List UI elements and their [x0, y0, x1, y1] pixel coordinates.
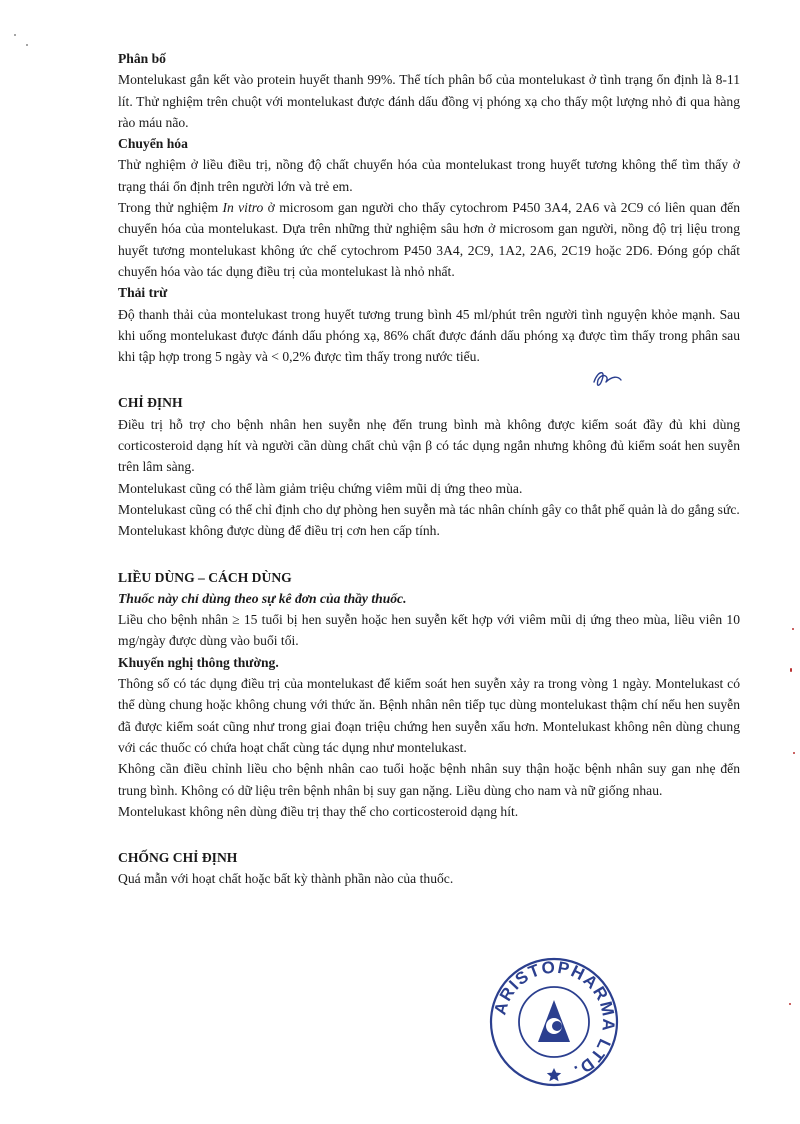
paragraph-chi-dinh-3: Montelukast cũng có thể chỉ định cho dự phòng hen suyễn mà tác nhân chính gây co thắt phế quản là do gắng sức. — [118, 501, 740, 517]
heading-chuyen-hoa: Chuyển hóa — [118, 136, 188, 152]
text-run: ở microsom gan người cho thấy cytochrom P450 3A4, 2A6 và 2C9 có liên quan đến chuyển hóa của montelukast. Dựa trên những thử nghiệm sâu hơn ở microsom gan người, nồng độ trị liệu trong huyết tương montelukast không ức chế cytochrom P450 3A4, 2C9, 1A2, 2A6, 2C19 hoặc 2D6. Đóng góp chất chuyển hóa vào tác dụng điều trị của montelukast là nhỏ nhất. — [118, 200, 740, 279]
scan-speck — [790, 668, 792, 672]
stamp-star-icon — [547, 1068, 561, 1081]
scan-speck — [26, 44, 28, 46]
company-stamp — [488, 956, 620, 1088]
paragraph-chong-chi-dinh: Quá mẫn với hoạt chất hoặc bất kỳ thành phần nào của thuốc. — [118, 871, 454, 887]
scan-speck — [792, 628, 794, 630]
paragraph-chuyen-hoa-1: Thử nghiệm ở liều điều trị, nồng độ chất chuyển hóa của montelukast trong huyết tương không thể tìm thấy ở trạng thái ổn định trên người lớn và trẻ em. — [118, 157, 740, 194]
stamp-logo-icon — [538, 1000, 570, 1042]
italic-in-vitro: In vitro — [222, 200, 264, 216]
subheading-khuyen-nghi: Khuyến nghị thông thường. — [118, 654, 279, 670]
scan-speck — [793, 752, 795, 754]
document-page — [118, 48, 740, 890]
scan-speck — [789, 1003, 791, 1005]
paragraph-thai-tru: Độ thanh thải của montelukast trong huyết tương trung bình 45 ml/phút trên người tình nguyện khỏe mạnh. Sau khi uống montelukast được đánh dấu phóng xạ, 86% chất được đánh dấu phóng xạ được tìm thấy trong phân sau khi tập hợp trong 5 ngày và < 0,2% được tìm thấy trong nước tiểu. — [118, 306, 740, 365]
paragraph-lieu-dung-1: Liều cho bệnh nhân ≥ 15 tuổi bị hen suyễn hoặc hen suyễn kết hợp với viêm mũi dị ứng theo mùa, liều viên 10 mg/ngày được dùng vào buổi tối. — [118, 612, 740, 649]
stamp-text: ARISTOPHARMA LTD. — [490, 957, 619, 1082]
paragraph-lieu-dung-3: Không cần điều chỉnh liều cho bệnh nhân cao tuổi hoặc bệnh nhân suy thận hoặc bệnh nhân suy gan nhẹ đến trung bình. Không có dữ liệu trên bệnh nhân bị suy gan nặng. Liều dùng cho nam và nữ giống nhau. — [118, 761, 740, 798]
text-run: Trong thử nghiệm — [118, 200, 223, 216]
paragraph-chi-dinh-1: Điều trị hỗ trợ cho bệnh nhân hen suyễn nhẹ đến trung bình mà không được kiểm soát đầy đủ khi dùng corticosteroid dạng hít và người cần dùng chất chủ vận β có tác dụng ngắn nhưng không đủ kiểm soát hen suyễn trên lâm sàng. — [118, 416, 740, 475]
paragraph-chi-dinh-4: Montelukast không được dùng để điều trị cơn hen cấp tính. — [118, 523, 440, 539]
heading-chi-dinh: CHỈ ĐỊNH — [118, 395, 183, 411]
paragraph-phan-bo: Montelukast gắn kết vào protein huyết thanh 99%. Thể tích phân bố của montelukast ở tình trạng ổn định là 8-11 lít. Thử nghiệm trên chuột với montelukast được đánh dấu đồng vị phóng xạ cho thấy một lượng nhỏ đi qua hàng rào máu não. — [118, 72, 740, 130]
handwritten-initial-mark — [590, 368, 624, 392]
paragraph-chi-dinh-2: Montelukast cũng có thể làm giảm triệu chứng viêm mũi dị ứng theo mùa. — [118, 480, 523, 496]
heading-lieu-dung: LIỀU DÙNG – CÁCH DÙNG — [118, 569, 292, 585]
paragraph-lieu-dung-2: Thông số có tác dụng điều trị của montelukast để kiểm soát hen suyễn xảy ra trong vòng 1 ngày. Montelukast có thể dùng chung hoặc không chung với thức ăn. Bệnh nhân nên tiếp tục dùng montelukast thậm chí nếu hen suyễn đã được kiểm soát cũng như trong giai đoạn triệu chứng hen suyễn xấu hơn. Montelukast không nên dùng chung với các thuốc có chứa hoạt chất cùng tác dụng như montelukast. — [118, 676, 740, 755]
heading-phan-bo: Phân bố — [118, 51, 166, 66]
scan-speck — [14, 34, 16, 36]
heading-thai-tru: Thải trừ — [118, 285, 168, 301]
paragraph-lieu-dung-4: Montelukast không nên dùng điều trị thay thế cho corticosteroid dạng hít. — [118, 803, 519, 819]
heading-chong-chi-dinh: CHỐNG CHỈ ĐỊNH — [118, 850, 238, 866]
subheading-ke-don: Thuốc này chỉ dùng theo sự kê đơn của thầy thuốc. — [118, 590, 407, 606]
paragraph-chuyen-hoa-2 — [118, 197, 740, 282]
